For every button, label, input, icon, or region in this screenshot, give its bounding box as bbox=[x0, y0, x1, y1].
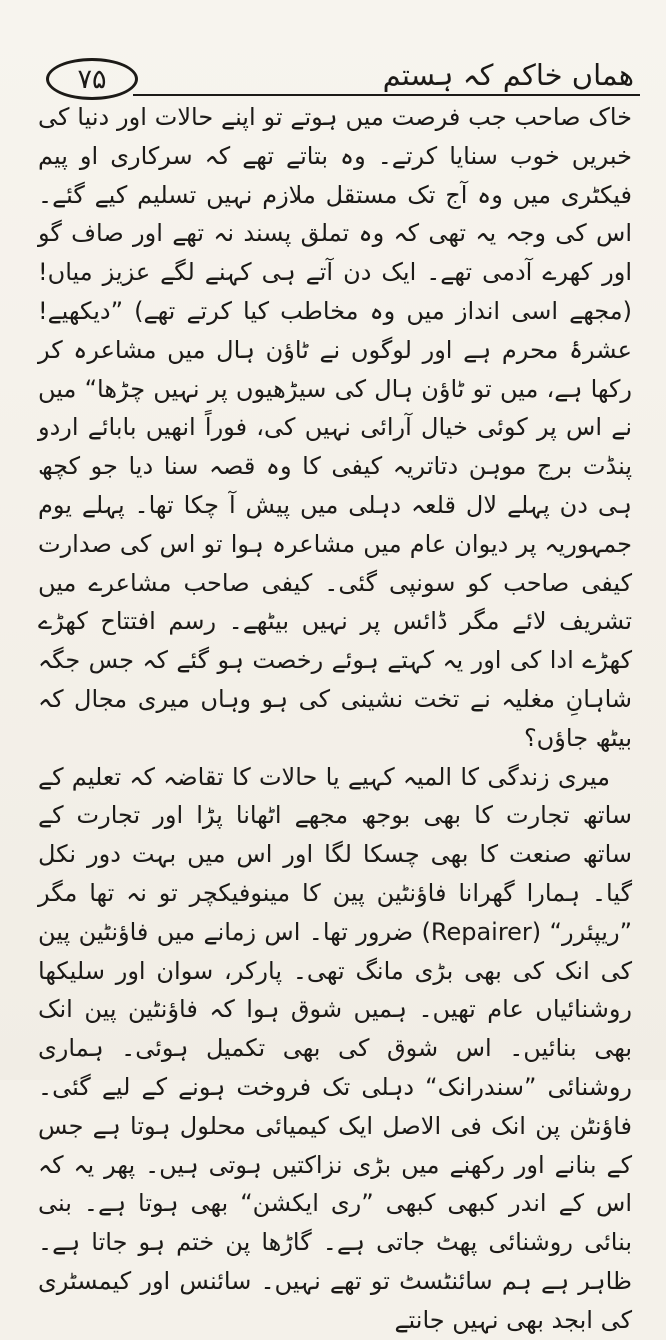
paragraph-2: میری زندگی کا المیہ کہیے یا حالات کا تقاضہ کہ تعلیم کے ساتھ تجارت کا بھی بوجھ مجھے اٹھانا پڑا اور تجارت کے ساتھ صنعت کا بھی چسکا لگا اور اس میں بہت دور نکل گیا۔ ہمارا گھرانا فاؤنٹین پین کا مینوفیکچر تو نہ تھا مگر ”ریپئرر“ (Repairer) ضرور تھا۔ اس زمانے میں فاؤنٹین پین کی انک کی بھی بڑی مانگ تھی۔ پارکر، سوان اور سلیکھا روشنائیاں عام تھیں۔ ہمیں شوق ہوا کہ فاؤنٹین پین انک بھی بنائیں۔ اس شوق کی بھی تکمیل ہوئی۔ ہماری روشنائی ”سندرانک“ دہلی تک فروخت ہونے کے لیے گئی۔ فاؤنٹن پن انک فی الاصل ایک کیمیائی محلول ہوتا ہے جس کے بنانے اور رکھنے میں بڑی نزاکتیں ہوتی ہیں۔ پھر یہ کہ اس کے اندر کبھی کبھی ”ری ایکشن“ بھی ہوتا ہے۔ بنی بنائی روشنائی پھٹ جاتی ہے۔ گاڑھا پن ختم ہو جاتا ہے۔ ظاہر ہے ہم سائنٹسٹ تو تھے نہیں۔ سائنس اور کیمسٹری کی ابجد بھی نہیں جانتے bbox=[38, 762, 633, 1334]
body-text bbox=[38, 98, 632, 1340]
header-rule bbox=[133, 94, 640, 96]
running-title: هماں خاکم کہ ہستم bbox=[382, 58, 634, 92]
page-number: ۷۵ bbox=[46, 58, 138, 100]
paragraph-1: خاک صاحب جب فرصت میں ہوتے تو اپنے حالات اور دنیا کی خبریں خوب سنایا کرتے۔ وہ بتاتے تھے کہ سرکاری او پیم فیکٹری میں وہ آج تک مستقل ملازم نہیں تسلیم کیے گئے۔ اس کی وجہ یہ تھی کہ وہ تملق پسند نہ تھے اور صاف گو اور کھرے آدمی تھے۔ ایک دن آتے ہی کہنے لگے عزیز میاں! (مجھے اسی انداز میں وہ مخاطب کیا کرتے تھے) ”دیکھیے! عشرۂ محرم ہے اور لوگوں نے ٹاؤن ہال میں مشاعرہ کر رکھا ہے، میں تو ٹاؤن ہال کی سیڑھیوں پر نہیں چڑھا“ میں نے اس پر کوئی خیال آرائی نہیں کی، فوراً انھیں بابائے اردو پنڈت برج موہن دتاتریہ کیفی کا وہ قصہ سنا دیا جو کچھ ہی دن پہلے لال قلعہ دہلی میں پیش آ چکا تھا۔ پہلے یوم جمہوریہ پر دیوان عام میں مشاعرہ ہوا تو اس کی صدارت کیفی صاحب کو سونپی گئی۔ کیفی صاحب مشاعرے میں تشریف لائے مگر ڈائس پر نہیں بیٹھے۔ رسم افتتاح کھڑے کھڑے ادا کی اور یہ کہتے ہوئے رخصت ہو گئے کہ جس جگہ شاہانِ مغلیہ نے تخت نشینی کی ہو وہاں میری مجال کہ بیٹھ جاؤں؟ bbox=[38, 103, 632, 752]
